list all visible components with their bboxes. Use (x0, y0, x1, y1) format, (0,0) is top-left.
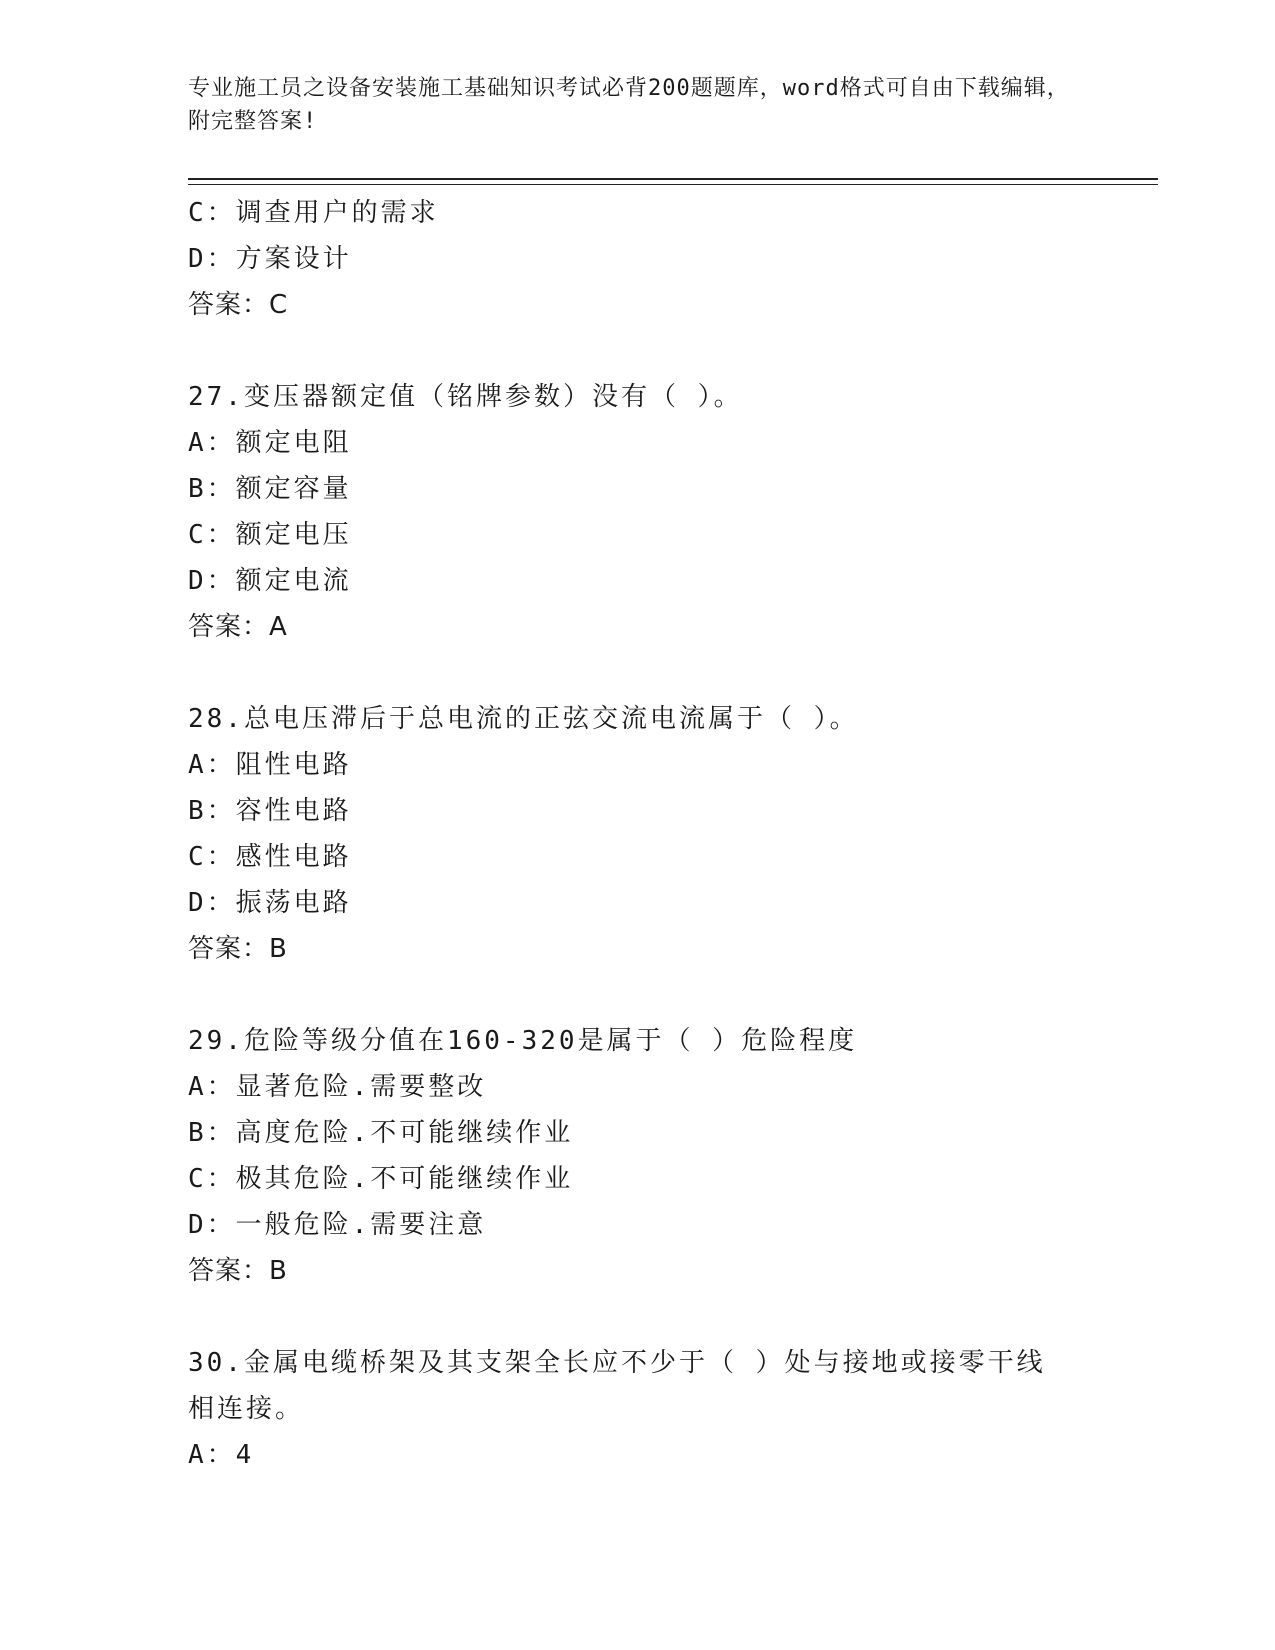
option-line: B：额定容量 (188, 474, 352, 504)
option-line: A：阻性电路 (188, 750, 352, 780)
document-header: 专业施工员之设备安装施工基础知识考试必背200题题库，word格式可自由下载编辑，附完整答案! (188, 76, 1070, 134)
question-content (188, 190, 1088, 1478)
answer-line: 答案：A (188, 612, 288, 642)
question-block-28 (188, 696, 1088, 972)
spacer (188, 1294, 1088, 1340)
prev-question-block (188, 190, 1088, 328)
option-line: B：高度危险.不可能继续作业 (188, 1118, 574, 1148)
spacer (188, 650, 1088, 696)
answer-line: 答案：C (188, 290, 289, 320)
question-text: 28.总电压滞后于总电流的正弦交流电流属于（ ）。 (188, 704, 859, 734)
question-block-29 (188, 1018, 1088, 1294)
answer-line: 答案：B (188, 934, 288, 964)
spacer (188, 328, 1088, 374)
option-line: D：方案设计 (188, 244, 352, 274)
option-line: C：额定电压 (188, 520, 352, 550)
option-line: A：4 (188, 1440, 255, 1470)
question-text: 27.变压器额定值（铭牌参数）没有（ ）。 (188, 382, 743, 412)
header-divider-thin (188, 184, 1158, 185)
option-line: D：额定电流 (188, 566, 352, 596)
question-text: 30.金属电缆桥架及其支架全长应不少于（ ）处与接地或接零干线相连接。 (188, 1348, 1046, 1424)
header-divider-thick (188, 178, 1158, 180)
question-block-30 (188, 1340, 1088, 1478)
spacer (188, 972, 1088, 1018)
option-line: A：显著危险.需要整改 (188, 1072, 487, 1102)
option-line: C：调查用户的需求 (188, 198, 439, 228)
answer-line: 答案：B (188, 1256, 288, 1286)
option-line: C：感性电路 (188, 842, 352, 872)
option-line: C：极其危险.不可能继续作业 (188, 1164, 574, 1194)
option-line: A：额定电阻 (188, 428, 352, 458)
option-line: B：容性电路 (188, 796, 352, 826)
question-text: 29.危险等级分值在160-320是属于（ ）危险程度 (188, 1026, 858, 1056)
question-block-27 (188, 374, 1088, 650)
option-line: D：一般危险.需要注意 (188, 1210, 487, 1240)
option-line: D：振荡电路 (188, 888, 352, 918)
